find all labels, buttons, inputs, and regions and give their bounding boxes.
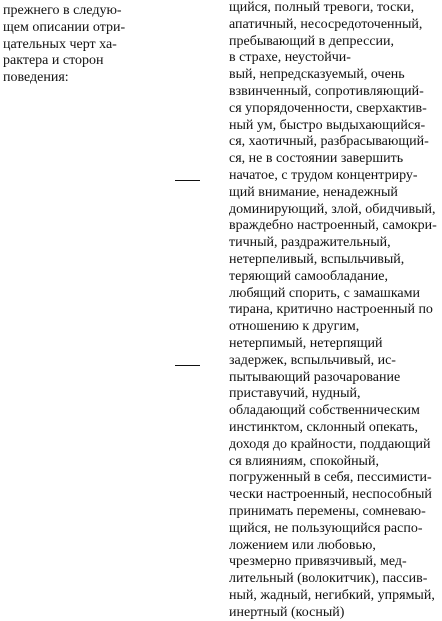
trait-text-line: чрезмерно привязчивый, мед- xyxy=(229,554,407,570)
trait-text-line: инстинктом, склонный опекать, xyxy=(229,419,418,435)
left-text-line: прежнего в следую- xyxy=(3,3,122,18)
trait-text-line: нетерпимый, нетерпящий xyxy=(229,335,383,351)
trait-text-line: щий внимание, ненадежный xyxy=(229,184,398,200)
trait-text-line: ся, хаотичный, разбрасывающий- xyxy=(229,134,429,150)
left-text-line: цательных черт ха- xyxy=(3,36,117,52)
trait-text-line: погруженный в себя, пессимисти- xyxy=(229,470,432,486)
trait-text-line: отношению к другим, xyxy=(229,319,360,335)
trait-text-line: доходя до крайности, поддающий xyxy=(229,436,431,452)
trait-text-line: принимать перемены, сомневаю- xyxy=(229,503,426,519)
trait-text-line: лительный (волокитчик), пассив- xyxy=(229,571,428,587)
trait-text-line: ся влияниям, спокойный, xyxy=(229,453,379,469)
trait-text-line: приставучий, нудный, xyxy=(229,386,361,402)
trait-text-line: ложением или любовью, xyxy=(229,537,376,553)
trait-text-line: тирана, критично настроенный по xyxy=(229,302,433,318)
trait-text-line: в страхе, неустойчи- xyxy=(229,50,351,66)
trait-text-line: любящий спорить, с замашками xyxy=(229,285,420,301)
trait-text-line: пытывающий разочарование xyxy=(229,369,401,385)
left-text-line: рактера и сторон xyxy=(3,53,104,69)
trait-text-line: ный, жадный, негибкий, упрямый, xyxy=(229,587,435,603)
left-text-line: щем описании отри- xyxy=(3,19,126,35)
trait-text-line: враждебно настроенный, самокри- xyxy=(229,218,437,234)
trait-text-line: инертный (косный) xyxy=(229,604,345,620)
trait-text-line: вый, непредсказуемый, очень xyxy=(229,67,405,83)
trait-text-line: начатое, с трудом концентриру- xyxy=(229,167,418,183)
trait-text-line: теряющий самообладание, xyxy=(229,268,388,284)
trait-text-line: ся, не в состоянии завершить xyxy=(229,151,404,167)
trait-text-line: тичный, раздражительный, xyxy=(229,235,391,251)
trait-text-line: задержек, вспыльчивый, ис- xyxy=(229,352,396,368)
trait-text-line: ный ум, быстро выдыхающийся- xyxy=(229,117,426,133)
left-text-line: поведения: xyxy=(3,70,69,86)
trait-text-line: щийся, не пользующийся распо- xyxy=(229,520,423,536)
trait-text-line: нетерпеливый, вспыльчивый, xyxy=(229,251,405,267)
trait-text-line: чески настроенный, неспособный xyxy=(229,487,432,503)
trait-text-line: доминирующий, злой, обидчивый, xyxy=(229,201,436,217)
left-text-column xyxy=(3,3,143,87)
trait-text-line: пребывающий в депрессии, xyxy=(229,33,395,49)
trait-text-line: апатичный, несосредоточенный, xyxy=(229,16,423,32)
trait-text-line: взвинченный, сопротивляющий- xyxy=(229,83,424,99)
right-text-column xyxy=(229,0,439,621)
trait-text-line: ся упорядоченности, сверхактив- xyxy=(229,100,427,116)
blank-answer-line xyxy=(175,180,200,181)
trait-text-line: щийся, полный тревоги, тоски, xyxy=(229,0,415,15)
trait-text-line: обладающий собственническим xyxy=(229,403,420,419)
blank-answer-line xyxy=(175,365,200,366)
